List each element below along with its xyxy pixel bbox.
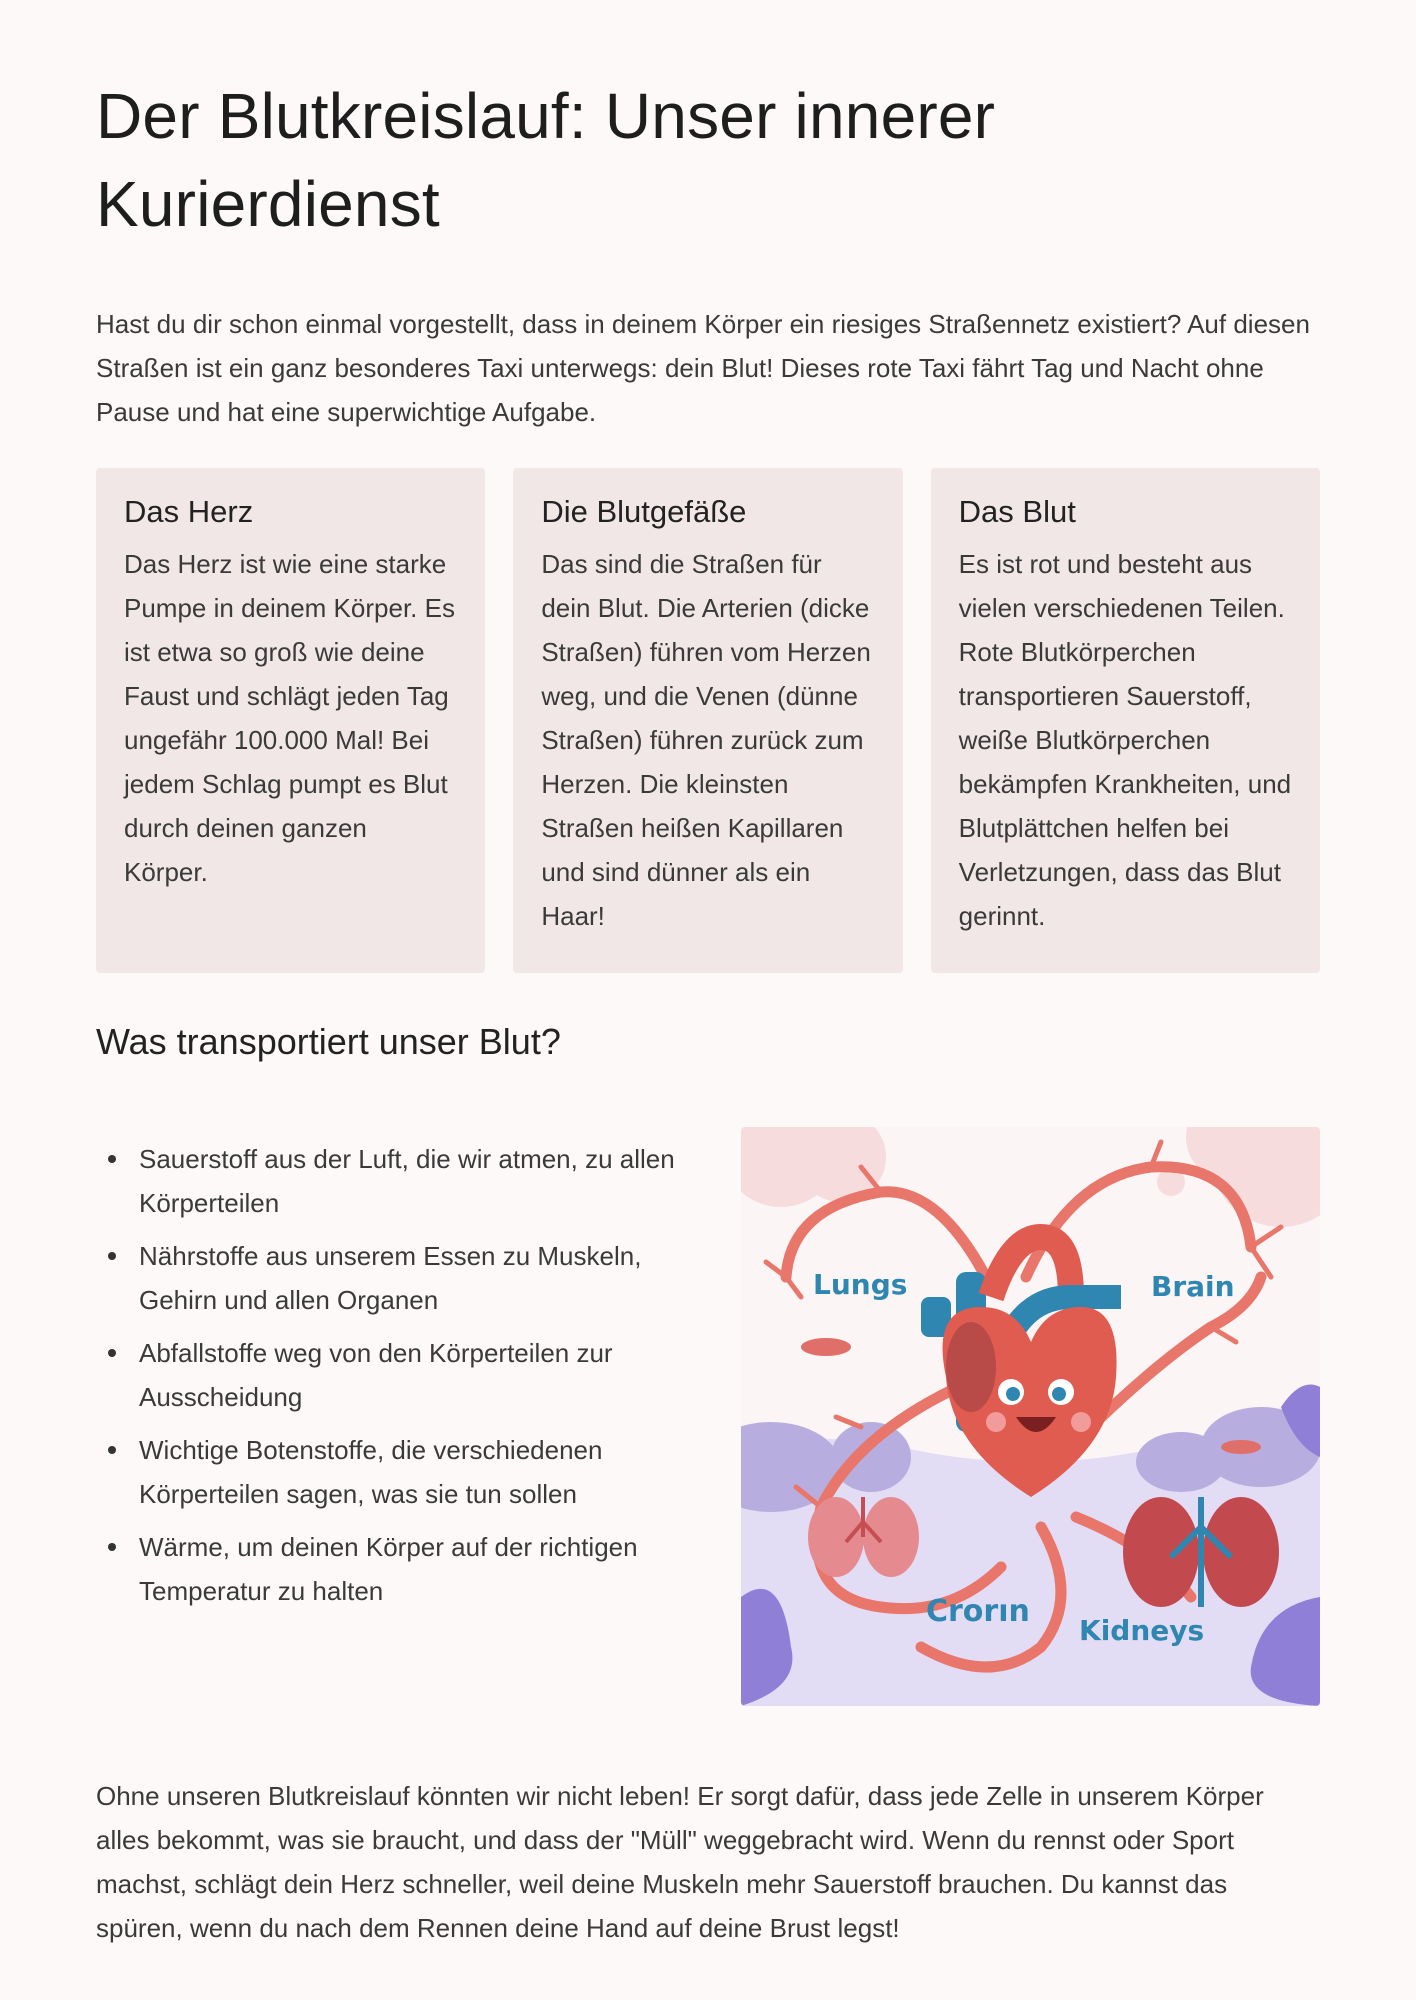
label-kidneys: Kidneys [1079,1614,1205,1647]
lungs-detail-icon [1123,1497,1279,1607]
label-cror: Crorın [926,1594,1030,1629]
list-item: Sauerstoff aus der Luft, die wir atmen, zu allen Körperteilen [139,1137,699,1225]
transport-section [96,1137,1320,1706]
closing-paragraph: Ohne unseren Blutkreislauf könnten wir nicht leben! Er sorgt dafür, dass jede Zelle in unserem Körper alles bekommt, was sie braucht, und dass der "Müll" weggebracht wird. Wenn du rennst oder Sport machst, schlägt dein Herz schneller, weil deine Muskeln mehr Sauerstoff brauchen. Du kannst das spüren, wenn du nach dem Rennen deine Hand auf deine Brust legst! [96,1781,1264,1943]
list-item: Abfallstoffe weg von den Körperteilen zur Ausscheidung [139,1331,699,1419]
card-text: Es ist rot und besteht aus vielen verschiedenen Teilen. Rote Blutkörperchen transportieren Sauerstoff, weiße Blutkörperchen bekämpfen Krankheiten, und Blutplättchen helfen bei Verletzungen, dass das Blut gerinnt. [958,549,1292,931]
section-heading: Was transportiert unser Blut? [96,1021,561,1062]
list-item: Wichtige Botenstoffe, die verschiedenen Körperteilen sagen, was sie tun sollen [139,1428,699,1516]
card-heart [96,468,485,973]
list-item: Nährstoffe aus unserem Essen zu Muskeln, Gehirn und allen Organen [139,1234,699,1322]
transport-list [96,1137,699,1706]
circulation-illustration [741,1127,1320,1706]
card-text: Das Herz ist wie eine starke Pumpe in deinem Körper. Es ist etwa so groß wie deine Faust und schlägt jeden Tag ungefähr 100.000 Mal! Bei jedem Schlag pumpt es Blut durch deinen ganzen Körper. [124,549,455,887]
info-cards [96,468,1320,973]
label-lungs: Lungs [813,1268,908,1301]
card-title: Die Blutgefäße [541,494,747,529]
intro-paragraph: Hast du dir schon einmal vorgestellt, dass in deinem Körper ein riesiges Straßennetz existiert? Auf diesen Straßen ist ein ganz besonderes Taxi unterwegs: dein Blut! Dieses rote Taxi fährt Tag und Nacht ohne Pause und hat eine superwichtige Aufgabe. [96,309,1310,427]
card-blood [931,468,1320,973]
card-text: Das sind die Straßen für dein Blut. Die Arterien (dicke Straßen) führen vom Herzen weg, und die Venen (dünne Straßen) führen zurück zum Herzen. Die kleinsten Straßen heißen Kapillaren und sind dünner als ein Haar! [541,549,871,931]
card-title: Das Blut [958,494,1076,529]
heart-illustration-svg [741,1127,1320,1706]
label-brain: Brain [1151,1270,1235,1303]
page-title: Der Blutkreislauf: Unser innerer Kurierdienst [96,80,996,240]
list-item: Wärme, um deinen Körper auf der richtigen Temperatur zu halten [139,1525,699,1613]
card-title: Das Herz [124,494,254,529]
card-vessels [513,468,902,973]
